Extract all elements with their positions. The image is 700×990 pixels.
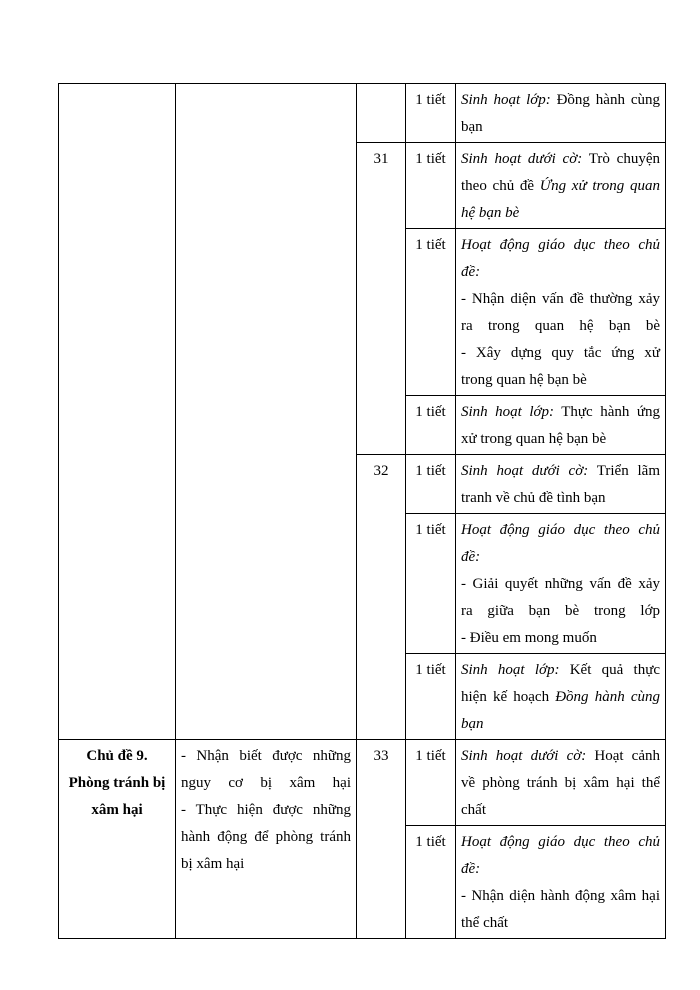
activity-italic-text: hệ bạn bè (461, 205, 520, 221)
activity-line (461, 259, 660, 286)
period-cell: 1 tiết (406, 514, 456, 654)
activity-text: tranh về chủ đề tình bạn (461, 490, 606, 506)
activity-text: xử trong quan hệ bạn bè (461, 431, 607, 447)
activity-cell (456, 455, 666, 514)
activity-line (461, 485, 660, 512)
activity-line (461, 598, 660, 625)
activity-text: theo chủ đề (461, 178, 540, 194)
activity-text: Triển lãm (588, 463, 660, 479)
period-cell: 1 tiết (406, 826, 456, 939)
activity-text: thể chất (461, 915, 509, 931)
activity-italic-text: Sinh hoạt lớp: (461, 92, 551, 108)
goal-line: nguy cơ bị xâm hại (181, 775, 351, 791)
goal-line: - Nhận biết được những (181, 748, 351, 764)
activity-text: về phòng tránh bị xâm hại thể (461, 775, 660, 791)
activity-italic-text: Hoạt động giáo dục theo chủ (461, 834, 660, 850)
table-row (59, 740, 666, 826)
topic-line: xâm hại (91, 802, 143, 818)
table-row (59, 84, 666, 143)
activity-line (461, 458, 660, 485)
activity-line (461, 571, 660, 598)
topic-line: Chủ đề 9. (86, 748, 148, 764)
goal-line: bị xâm hại (181, 856, 245, 872)
activity-line (461, 114, 660, 141)
lesson-plan-table (58, 83, 666, 939)
activity-text: - Nhận diện vấn đề thường xảy (461, 291, 660, 307)
activity-cell (456, 654, 666, 740)
goal-line: hành động để phòng tránh (181, 829, 351, 845)
activity-italic-text: Đồng hành cùng (555, 689, 660, 705)
activity-line (461, 399, 660, 426)
activity-text: ra trong quan hệ bạn bè (461, 318, 660, 334)
activity-text: - Giải quyết những vấn đề xảy (461, 576, 660, 592)
activity-line (461, 173, 660, 200)
activity-line (461, 313, 660, 340)
activity-text: Hoạt cảnh (586, 748, 660, 764)
activity-italic-text: Sinh hoạt dưới cờ: (461, 463, 589, 479)
activity-line (461, 856, 660, 883)
goals-cell (176, 740, 357, 939)
week-cell: 32 (357, 455, 406, 740)
activity-line (461, 544, 660, 571)
activity-cell (456, 84, 666, 143)
activity-italic-text: Hoạt động giáo dục theo chủ (461, 522, 660, 538)
activity-text: - Điều em mong muốn (461, 630, 597, 646)
activity-cell (456, 740, 666, 826)
activity-text: hiện kế hoạch (461, 689, 556, 705)
period-cell: 1 tiết (406, 84, 456, 143)
activity-line (461, 232, 660, 259)
activity-italic-text: Sinh hoạt lớp: (461, 662, 560, 678)
activity-italic-text: bạn (461, 716, 484, 732)
activity-italic-text: Sinh hoạt lớp: (461, 404, 555, 420)
period-cell: 1 tiết (406, 740, 456, 826)
activity-line (461, 200, 660, 227)
period-cell: 1 tiết (406, 654, 456, 740)
activity-italic-text: đề: (461, 549, 481, 565)
activity-cell (456, 229, 666, 396)
week-cell-empty (357, 84, 406, 143)
activity-cell (456, 514, 666, 654)
activity-line (461, 743, 660, 770)
activity-text: Thực hành ứng (554, 404, 660, 420)
activity-line (461, 517, 660, 544)
activity-text: bạn (461, 119, 483, 135)
topic-cell-empty (59, 84, 176, 740)
goals-cell-empty (176, 84, 357, 740)
topic-line: Phòng tránh bị (68, 775, 166, 791)
activity-line (461, 829, 660, 856)
activity-text: chất (461, 802, 486, 818)
activity-line (461, 770, 660, 797)
activity-line (461, 684, 660, 711)
week-cell: 33 (357, 740, 406, 939)
activity-italic-text: Hoạt động giáo dục theo chủ (461, 237, 660, 253)
topic-cell (59, 740, 176, 939)
activity-line (461, 625, 660, 652)
activity-line (461, 910, 660, 937)
week-cell: 31 (357, 143, 406, 455)
activity-line (461, 340, 660, 367)
activity-text: trong quan hệ bạn bè (461, 372, 587, 388)
activity-line (461, 426, 660, 453)
activity-cell (456, 826, 666, 939)
period-cell: 1 tiết (406, 229, 456, 396)
period-cell: 1 tiết (406, 143, 456, 229)
activity-text: - Xây dựng quy tắc ứng xử (461, 345, 660, 361)
activity-italic-text: đề: (461, 264, 481, 280)
goal-line: - Thực hiện được những (181, 802, 351, 818)
activity-text: - Nhận diện hành động xâm hại (461, 888, 660, 904)
period-cell: 1 tiết (406, 455, 456, 514)
activity-cell (456, 143, 666, 229)
activity-line (461, 146, 660, 173)
activity-line (461, 883, 660, 910)
activity-italic-text: Sinh hoạt dưới cờ: (461, 151, 583, 167)
activity-line (461, 797, 660, 824)
activity-text: ra giữa bạn bè trong lớp (461, 603, 660, 619)
period-cell: 1 tiết (406, 396, 456, 455)
activity-italic-text: Ứng xử trong quan (539, 178, 660, 194)
activity-text: Kết quả thực (559, 662, 660, 678)
activity-text: Đồng hành cùng (550, 92, 660, 108)
activity-line (461, 87, 660, 114)
activity-text: Trò chuyện (582, 151, 660, 167)
activity-line (461, 711, 660, 738)
activity-line (461, 657, 660, 684)
activity-italic-text: đề: (461, 861, 481, 877)
activity-line (461, 286, 660, 313)
activity-cell (456, 396, 666, 455)
activity-line (461, 367, 660, 394)
activity-italic-text: Sinh hoạt dưới cờ: (461, 748, 587, 764)
